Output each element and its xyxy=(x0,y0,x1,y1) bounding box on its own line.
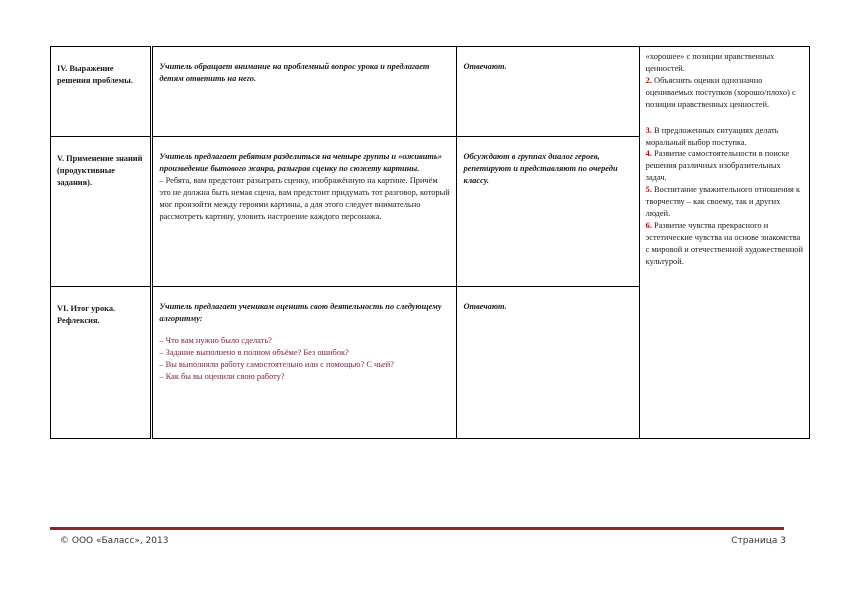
lesson-plan-table xyxy=(50,46,810,439)
stage-cell xyxy=(51,137,152,287)
footer-page-number: Страница 3 xyxy=(731,536,786,546)
student-activity: Отвечают. xyxy=(463,62,507,71)
footer-copyright: © ООО «Баласс», 2013 xyxy=(60,536,169,546)
goal-text: Развитие чувства прекрасного и эстетические чувства на основе знакомства с мировой и отечественной художественной культурой. xyxy=(645,220,803,266)
footer-divider xyxy=(50,527,784,530)
student-activity-cell xyxy=(457,137,639,287)
question-item: – Задание выполнено в полном объёме? Без ошибок? xyxy=(159,347,349,357)
student-activity-cell xyxy=(457,47,639,137)
teacher-activity-cell xyxy=(152,47,457,137)
question-item: – Как бы вы оценили свою работу? xyxy=(159,371,285,381)
goals-cell xyxy=(639,47,809,439)
stage-cell xyxy=(51,47,152,137)
question-item: – Что вам нужно было сделать? xyxy=(159,335,272,345)
goal-number: 5. xyxy=(645,185,652,195)
goal-text: Развитие самостоятельности в поиске решения различных изобразительных задач. xyxy=(645,149,790,183)
teacher-activity-cell xyxy=(152,287,457,439)
teacher-activity-cell xyxy=(152,137,457,287)
stage-name: VI. Итог урока. Рефлексия. xyxy=(57,304,116,325)
goal-item xyxy=(646,75,803,111)
table-row xyxy=(51,47,810,137)
student-activity: Отвечают. xyxy=(463,302,507,311)
goal-number: 2. xyxy=(645,75,652,85)
goal-text: Воспитание уважительного отношения к творчеству – как своему, так и других людей. xyxy=(645,185,801,219)
goal-item xyxy=(646,125,803,149)
stage-name: V. Применение знаний (продуктивные задания). xyxy=(57,154,143,187)
goal-number: 4. xyxy=(645,149,652,159)
question-item: – Вы выполняли работу самостоятельно или с помощью? С чьей? xyxy=(159,359,394,369)
teacher-activity: Учитель предлагает ученикам оценить свою деятельность по следующему алгоритму: xyxy=(159,302,442,323)
teacher-instructions: – Ребята, вам предстоит разыграть сценку, изображённую на картине. Причём это не должна быть немая сцена, вам предстоит придумать тот разговор, который мог произойти между героями картины, а для этого следует внимательно рассмотреть картину, уловить настроение каждого персонажа. xyxy=(159,175,450,221)
teacher-activity: Учитель предлагает ребятам разделиться на четыре группы и «оживить» произведение бытового жанра, разыграв сценку по сюжету картины. xyxy=(159,152,442,173)
goal-intro: «хорошее» с позиции нравственных ценностей. xyxy=(645,52,775,73)
teacher-activity: Учитель обращает внимание на проблемный вопрос урока и предлагает детям ответить на него. xyxy=(159,62,430,83)
goal-text: Объяснять оценки однозначно оцениваемых поступков (хорошо/плохо) с позиции нравственных ценностей. xyxy=(645,75,796,109)
goal-item xyxy=(646,148,803,184)
reflection-questions xyxy=(159,335,450,383)
goal-item xyxy=(646,220,803,268)
goal-number: 6. xyxy=(645,220,652,230)
student-activity: Обсуждают в группах диалог героев, репетируют и представляют по очереди классу. xyxy=(463,152,618,185)
student-activity-cell xyxy=(457,287,639,439)
goal-number: 3. xyxy=(645,125,652,135)
stage-cell xyxy=(51,287,152,439)
goal-text: В предложенных ситуациях делать моральный выбор поступка. xyxy=(645,125,779,147)
stage-name: IV. Выражение решения проблемы. xyxy=(57,64,133,85)
goal-item xyxy=(646,184,803,220)
